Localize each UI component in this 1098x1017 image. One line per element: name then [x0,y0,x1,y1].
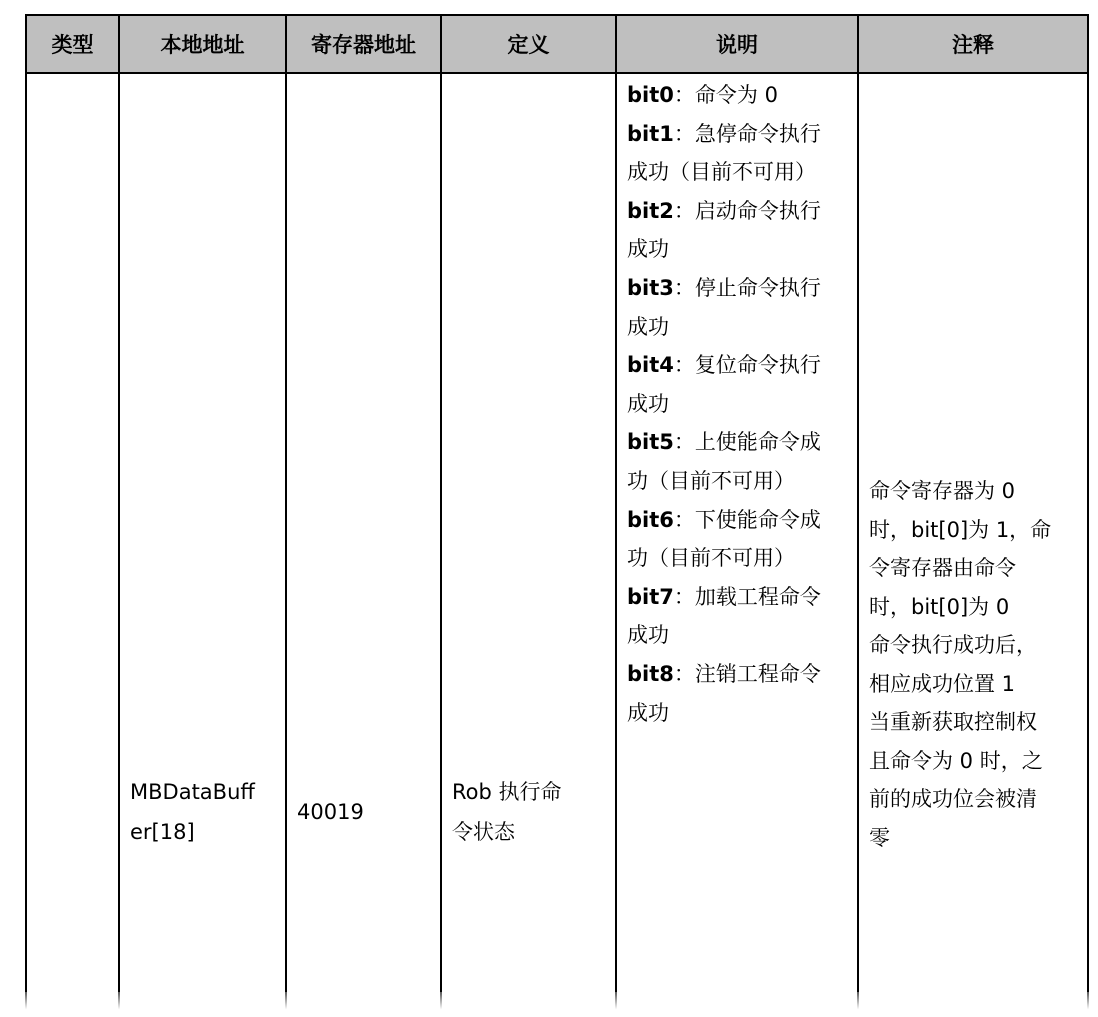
cell-description [616,73,858,1016]
bit-label: bit3 [627,275,674,300]
cell-local-address [119,73,286,1016]
bit-description-text: 成功 [627,700,669,725]
header-definition: 定义 [441,15,616,73]
note-line: 相应成功位置 1 [869,671,1016,696]
description-list [617,74,857,732]
description-line [627,539,857,578]
table-row [26,73,1088,1016]
bit-description-text: ：上使能命令成 [673,430,821,455]
cell-register-address [286,73,441,1016]
description-line [627,385,857,424]
description-line [627,308,857,347]
register-table [25,14,1089,1017]
local-address-line: er[18] [130,820,195,844]
bit-description-text: 成功 [627,391,669,416]
note-line: 命令寄存器为 0 [869,479,1016,503]
description-line [627,578,857,617]
cell-type [26,73,119,1016]
definition-line: Rob 执行命 [452,780,562,804]
bit-description-text: ：复位命令执行 [673,353,821,378]
cell-definition [441,73,616,1016]
bit-description-text: 功（目前不可用） [627,546,795,571]
bit-label: bit6 [627,507,674,532]
note-line: 命令执行成功后， [869,633,1037,657]
description-line [627,346,857,385]
bit-description-text: ：启动命令执行 [673,198,821,223]
description-line [627,501,857,540]
definition-text [452,772,562,852]
bit-label: bit0 [627,83,674,107]
note-line: 且命令为 0 时，之 [869,748,1043,773]
bit-label: bit2 [627,198,674,223]
bit-description-text: ：停止命令执行 [673,275,821,300]
description-line [627,269,857,308]
definition-line: 令状态 [452,820,515,844]
bit-description-text: ：下使能命令成 [673,507,821,532]
description-line [627,694,857,733]
description-line [627,115,857,154]
note-line: 时，bit[0]为 1，命 [869,517,1052,542]
bit-description-text: ：急停命令执行 [673,121,821,146]
local-address-text [130,772,255,852]
bit-description-text: ：加载工程命令 [673,584,821,609]
cell-note [858,73,1088,1016]
bit-label: bit5 [627,430,674,455]
description-line [627,655,857,694]
header-type: 类型 [26,15,119,73]
bottom-fade [0,992,1098,1017]
bit-description-text: 成功（目前不可用） [627,160,816,185]
description-line [627,423,857,462]
bit-label: bit1 [627,121,674,146]
header-description: 说明 [616,15,858,73]
bit-description-text: 成功 [627,237,669,262]
bit-label: bit4 [627,353,674,378]
description-line [627,462,857,501]
header-local-address: 本地地址 [119,15,286,73]
bit-label: bit8 [627,661,674,686]
bit-description-text: 成功 [627,623,669,648]
note-text [869,472,1051,857]
bit-description-text: 功（目前不可用） [627,468,795,493]
description-line [627,192,857,231]
table-header-row [26,15,1088,73]
local-address-line: MBDataBuff [130,780,255,804]
bit-description-text: 成功 [627,314,669,339]
register-address-text: 40019 [297,800,364,824]
note-line: 令寄存器由命令 [869,556,1016,580]
bit-description-text: ：命令为 0 [673,83,778,107]
description-line [627,616,857,655]
description-line [627,76,857,115]
note-line: 当重新获取控制权 [869,710,1037,734]
note-line: 零 [869,825,890,850]
header-register-address: 寄存器地址 [286,15,441,73]
description-line [627,230,857,269]
note-line: 时，bit[0]为 0 [869,594,1010,619]
header-note: 注释 [858,15,1088,73]
description-line [627,153,857,192]
bit-description-text: ：注销工程命令 [673,661,821,686]
note-line: 前的成功位会被清 [869,787,1037,811]
bit-label: bit7 [627,584,674,609]
